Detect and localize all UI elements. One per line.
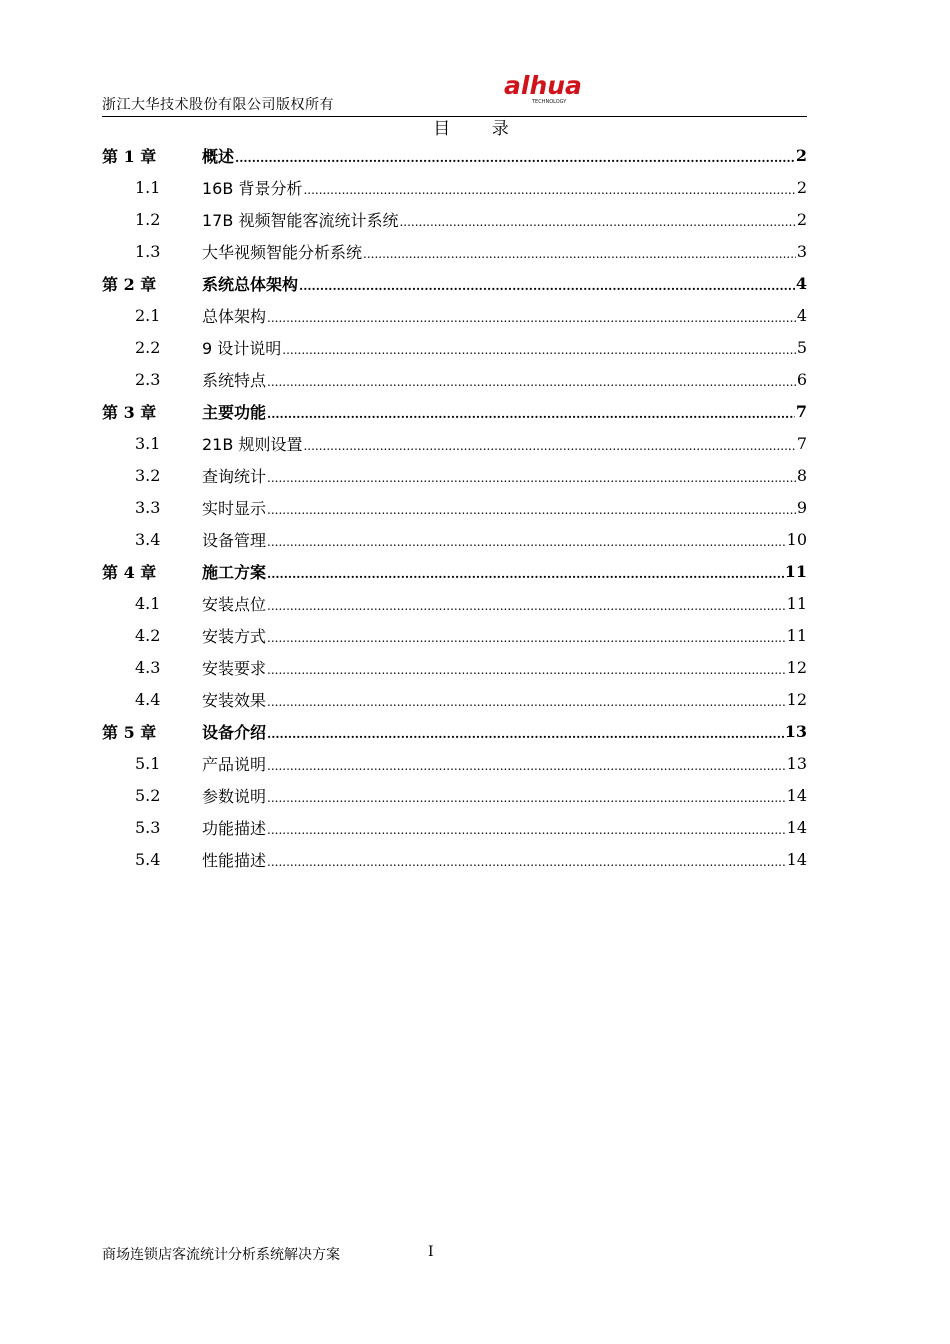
toc-entry-number: 1.2 xyxy=(135,209,161,229)
toc-entry-page: 10 xyxy=(786,529,807,549)
toc-dot-leader xyxy=(267,726,784,742)
toc-chapter-entry[interactable] xyxy=(102,555,807,587)
toc-section-entry[interactable] xyxy=(102,683,807,715)
toc-entry-title xyxy=(202,496,266,519)
logo-tagline: TECHNOLOGY xyxy=(532,99,567,105)
toc-entry-text: 实时显示 xyxy=(202,498,267,518)
page-header xyxy=(102,70,807,117)
toc-entry-text: 施工方案 xyxy=(202,562,267,582)
toc-entry-title xyxy=(202,816,266,839)
toc-entry-page: 14 xyxy=(786,849,807,869)
toc-entry-number: 5.2 xyxy=(135,785,161,805)
toc-entry-page: 2 xyxy=(795,145,807,165)
toc-entry-number: 4.1 xyxy=(135,593,161,613)
toc-section-entry[interactable] xyxy=(102,491,807,523)
toc-section-entry[interactable] xyxy=(102,331,807,363)
toc-entry-page: 12 xyxy=(786,689,807,709)
toc-dot-leader xyxy=(303,438,795,454)
toc-section-entry[interactable] xyxy=(102,203,807,235)
toc-entry-title xyxy=(202,784,266,807)
toc-dot-leader xyxy=(267,758,786,774)
toc-chapter-entry[interactable] xyxy=(102,139,807,171)
toc-section-entry[interactable] xyxy=(102,843,807,875)
toc-entry-page: 12 xyxy=(786,657,807,677)
toc-dot-leader xyxy=(267,854,786,870)
toc-entry-page: 14 xyxy=(786,817,807,837)
toc-entry-number: 第 2 章 xyxy=(102,274,157,294)
toc-dot-leader xyxy=(267,598,786,614)
toc-section-entry[interactable] xyxy=(102,171,807,203)
toc-entry-title xyxy=(202,240,362,263)
toc-entry-page: 11 xyxy=(786,593,807,613)
toc-entry-prefix: 21B xyxy=(202,434,234,454)
toc-dot-leader xyxy=(267,694,786,710)
toc-entry-number: 第 4 章 xyxy=(102,562,157,582)
header-company-name: 浙江大华技术股份有限公司版权所有 xyxy=(102,97,334,113)
toc-entry-title xyxy=(202,336,281,359)
toc-section-entry[interactable] xyxy=(102,651,807,683)
toc-entry-title xyxy=(202,464,266,487)
toc-entry-title xyxy=(202,624,266,647)
toc-entry-title xyxy=(202,368,266,391)
toc-section-entry[interactable] xyxy=(102,811,807,843)
toc-entry-text: 大华视频智能分析系统 xyxy=(202,242,363,262)
toc-dot-leader xyxy=(267,662,786,678)
toc-section-entry[interactable] xyxy=(102,747,807,779)
toc-entry-title xyxy=(202,144,234,167)
toc-entry-text: 安装点位 xyxy=(202,594,267,614)
toc-dot-leader xyxy=(282,342,796,358)
toc-entry-number: 第 1 章 xyxy=(102,146,157,166)
toc-entry-title xyxy=(202,208,398,231)
toc-entry-text: 设备介绍 xyxy=(202,722,267,742)
toc-entry-prefix: 16B xyxy=(202,178,234,198)
toc-entry-title xyxy=(202,720,266,743)
toc-section-entry[interactable] xyxy=(102,779,807,811)
toc-entry-number: 第 5 章 xyxy=(102,722,157,742)
toc-chapter-entry[interactable] xyxy=(102,715,807,747)
toc-chapter-entry[interactable] xyxy=(102,267,807,299)
toc-entry-text: 规则设置 xyxy=(238,434,303,454)
toc-entry-number: 2.3 xyxy=(135,369,161,389)
toc-entry-number: 3.1 xyxy=(135,433,161,453)
toc-entry-text: 系统总体架构 xyxy=(202,274,299,294)
toc-section-entry[interactable] xyxy=(102,587,807,619)
toc-entry-page: 11 xyxy=(784,561,807,581)
toc-entry-number: 5.3 xyxy=(135,817,161,837)
toc-section-entry[interactable] xyxy=(102,459,807,491)
toc-entry-text: 主要功能 xyxy=(202,402,267,422)
toc-dot-leader xyxy=(267,534,786,550)
toc-entry-number: 2.2 xyxy=(135,337,161,357)
toc-entry-page: 7 xyxy=(795,401,807,421)
toc-dot-leader xyxy=(267,502,796,518)
toc-entry-page: 4 xyxy=(796,305,807,325)
toc-dot-leader xyxy=(267,310,796,326)
toc-entry-title xyxy=(202,176,302,199)
toc-entry-page: 8 xyxy=(796,465,807,485)
toc-entry-page: 5 xyxy=(796,337,807,357)
table-of-contents xyxy=(102,139,807,875)
toc-entry-number: 4.2 xyxy=(135,625,161,645)
toc-entry-number: 4.3 xyxy=(135,657,161,677)
toc-entry-text: 设备管理 xyxy=(202,530,267,550)
toc-heading: 目 录 xyxy=(433,119,527,139)
toc-entry-text: 安装方式 xyxy=(202,626,267,646)
toc-entry-number: 3.3 xyxy=(135,497,161,517)
toc-entry-title xyxy=(202,272,298,295)
toc-entry-page: 2 xyxy=(796,177,807,197)
toc-section-entry[interactable] xyxy=(102,299,807,331)
toc-entry-number: 4.4 xyxy=(135,689,161,709)
toc-entry-text: 性能描述 xyxy=(202,850,267,870)
toc-entry-text: 安装要求 xyxy=(202,658,267,678)
toc-entry-text: 产品说明 xyxy=(202,754,267,774)
toc-entry-text: 总体架构 xyxy=(202,306,267,326)
toc-entry-page: 9 xyxy=(796,497,807,517)
toc-entry-page: 2 xyxy=(796,209,807,229)
toc-entry-page: 4 xyxy=(795,273,807,293)
toc-section-entry[interactable] xyxy=(102,619,807,651)
toc-entry-page: 3 xyxy=(796,241,807,261)
toc-entry-title xyxy=(202,848,266,871)
toc-entry-page: 13 xyxy=(786,753,807,773)
toc-entry-title xyxy=(202,432,302,455)
toc-dot-leader xyxy=(267,630,786,646)
footer-document-title: 商场连锁店客流统计分析系统解决方案 xyxy=(102,1247,340,1263)
toc-entry-number: 1.1 xyxy=(135,177,161,197)
toc-dot-leader xyxy=(303,182,795,198)
toc-dot-leader xyxy=(267,374,796,390)
toc-dot-leader xyxy=(267,566,784,582)
toc-entry-title xyxy=(202,528,266,551)
toc-entry-text: 设计说明 xyxy=(217,338,282,358)
toc-entry-number: 5.1 xyxy=(135,753,161,773)
toc-entry-title xyxy=(202,752,266,775)
toc-chapter-entry[interactable] xyxy=(102,395,807,427)
toc-entry-title xyxy=(202,592,266,615)
logo-wordmark: alhua xyxy=(504,71,582,100)
toc-section-entry[interactable] xyxy=(102,363,807,395)
toc-dot-leader xyxy=(399,214,795,230)
toc-dot-leader xyxy=(267,822,786,838)
toc-entry-page: 14 xyxy=(786,785,807,805)
toc-entry-text: 安装效果 xyxy=(202,690,267,710)
toc-dot-leader xyxy=(267,470,796,486)
toc-entry-page: 6 xyxy=(796,369,807,389)
toc-entry-prefix: 17B xyxy=(202,210,234,230)
toc-entry-text: 查询统计 xyxy=(202,466,267,486)
toc-dot-leader xyxy=(267,790,786,806)
toc-entry-title xyxy=(202,400,266,423)
toc-section-entry[interactable] xyxy=(102,427,807,459)
toc-dot-leader xyxy=(363,246,796,262)
dahua-logo xyxy=(502,70,612,106)
toc-entry-title xyxy=(202,560,266,583)
toc-entry-text: 系统特点 xyxy=(202,370,267,390)
toc-entry-number: 第 3 章 xyxy=(102,402,157,422)
toc-entry-number: 5.4 xyxy=(135,849,161,869)
toc-entry-text: 功能描述 xyxy=(202,818,267,838)
toc-dot-leader xyxy=(299,278,795,294)
toc-entry-page: 11 xyxy=(786,625,807,645)
toc-entry-text: 视频智能客流统计系统 xyxy=(238,210,399,230)
page-footer xyxy=(102,1244,434,1264)
toc-entry-text: 背景分析 xyxy=(238,178,303,198)
toc-entry-title xyxy=(202,688,266,711)
toc-section-entry[interactable] xyxy=(102,523,807,555)
footer-page-number: I xyxy=(428,1244,434,1260)
toc-entry-number: 2.1 xyxy=(135,305,161,325)
toc-section-entry[interactable] xyxy=(102,235,807,267)
toc-entry-page: 13 xyxy=(784,721,807,741)
toc-entry-number: 3.2 xyxy=(135,465,161,485)
toc-entry-number: 1.3 xyxy=(135,241,161,261)
toc-entry-title xyxy=(202,656,266,679)
toc-entry-text: 参数说明 xyxy=(202,786,267,806)
toc-entry-prefix: 9 xyxy=(202,338,213,358)
toc-entry-text: 概述 xyxy=(202,146,235,166)
toc-dot-leader xyxy=(267,406,795,422)
toc-entry-title xyxy=(202,304,266,327)
toc-dot-leader xyxy=(235,150,795,166)
toc-entry-number: 3.4 xyxy=(135,529,161,549)
toc-entry-page: 7 xyxy=(796,433,807,453)
